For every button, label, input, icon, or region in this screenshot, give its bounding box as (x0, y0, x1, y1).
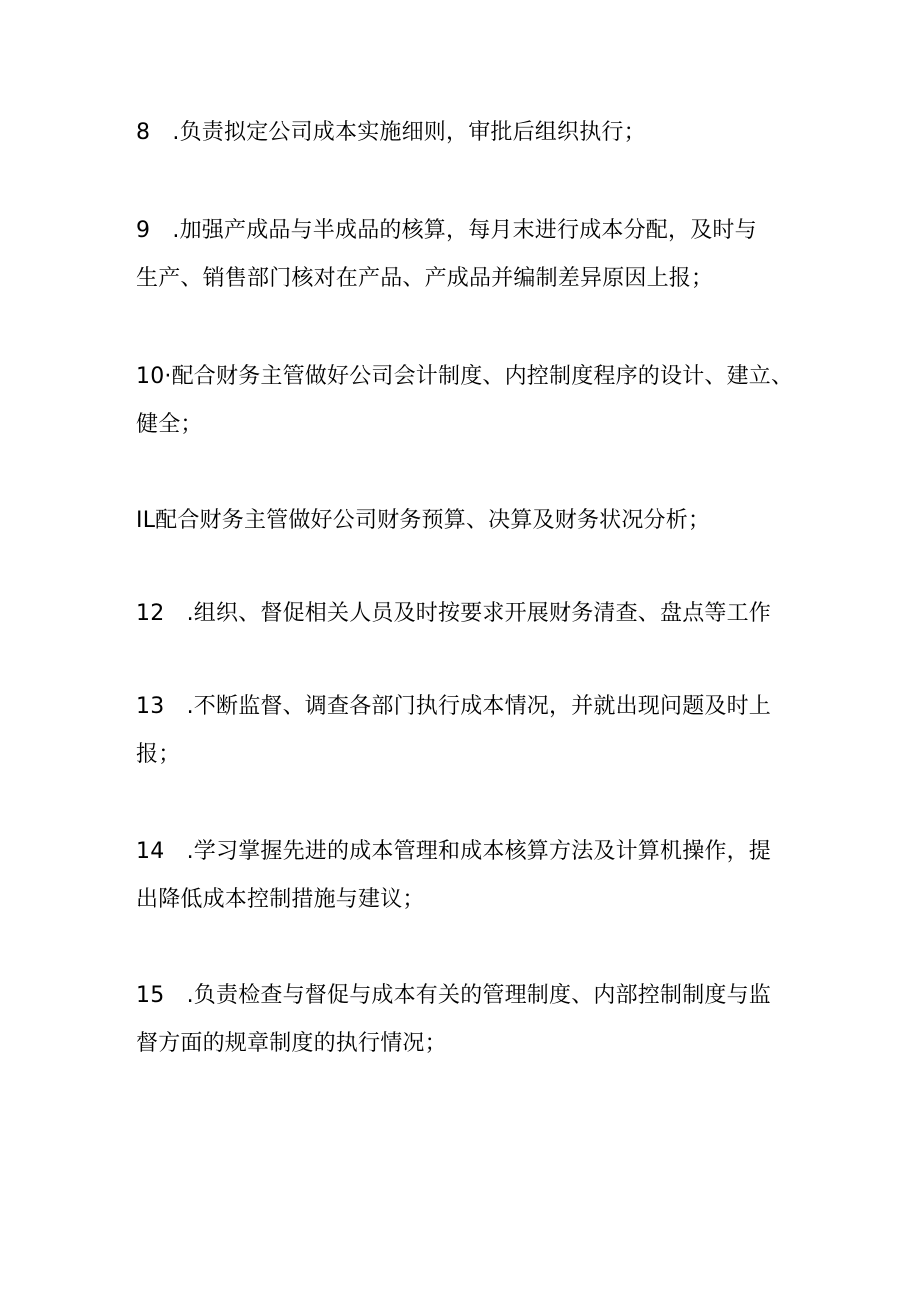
list-item-15-line-2: 督方面的规章制度的执行情况； (136, 1031, 447, 1056)
list-item-11-line-1: IL配合财务主管做好公司财务预算、决算及财务状况分析； (136, 508, 711, 533)
list-item-9-line-1: 9 .加强产成品与半成品的核算，每月末进行成本分配，及时与 (136, 218, 757, 243)
list-item-12-line-1: 12 .组织、督促相关人员及时按要求开展财务清查、盘点等工作 (136, 601, 771, 626)
list-item-13-line-1: 13 .不断监督、调查各部门执行成本情况，并就出现问题及时上 (136, 694, 771, 719)
list-item-14 (136, 828, 796, 924)
list-item-14-line-1: 14 .学习掌握先进的成本管理和成本核算方法及计算机操作，提 (136, 839, 771, 864)
list-item-13 (136, 683, 796, 779)
list-item-10 (136, 353, 796, 449)
list-item-8 (136, 109, 796, 157)
list-item-15 (136, 972, 796, 1068)
list-item-8-line-1: 8 .负责拟定公司成本实施细则，审批后组织执行； (136, 120, 646, 145)
list-item-10-line-1: 10·配合财务主管做好公司会计制度、内控制度程序的设计、建立、 (136, 364, 794, 389)
list-item-14-line-2: 出降低成本控制措施与建议； (136, 887, 425, 912)
list-item-15-line-1: 15 .负责检查与督促与成本有关的管理制度、内部控制制度与监 (136, 983, 771, 1008)
list-item-10-line-2: 健全； (136, 412, 203, 437)
list-item-9-line-2: 生产、销售部门核对在产品、产成品并编制差异原因上报； (136, 266, 714, 291)
list-item-9 (136, 207, 796, 303)
list-item-13-line-2: 报； (136, 742, 181, 767)
list-item-11 (136, 497, 796, 545)
list-item-12 (136, 590, 796, 638)
